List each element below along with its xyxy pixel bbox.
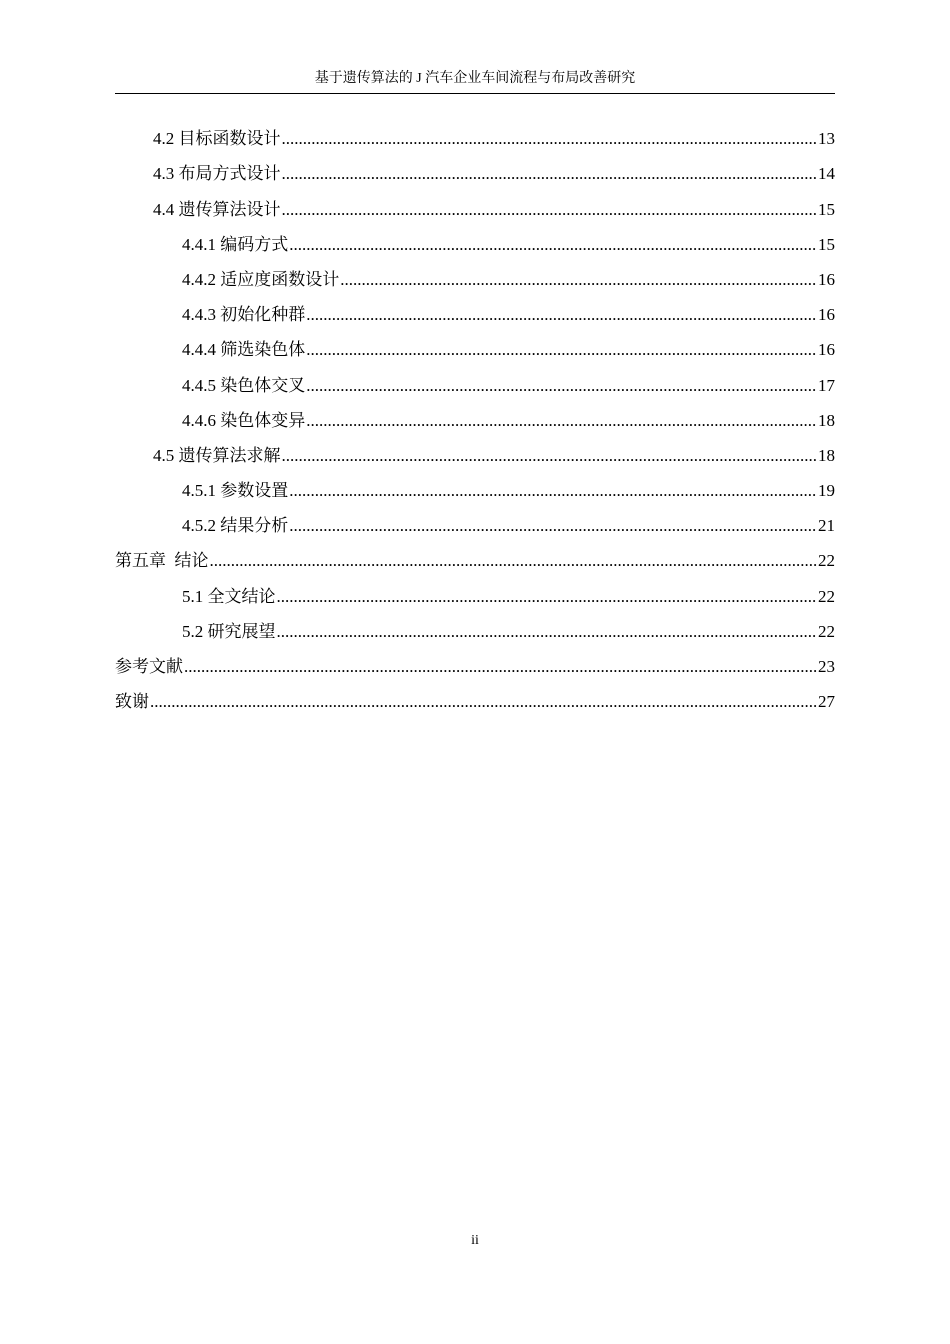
toc-dot-leader [282, 200, 818, 220]
toc-entry-title: 4.5.2 结果分析 [182, 516, 289, 536]
toc-entry-page: 13 [818, 129, 835, 149]
toc-entry[interactable] [115, 226, 835, 261]
toc-dot-leader [282, 129, 818, 149]
toc-entry-page: 16 [818, 305, 835, 325]
toc-entry-page: 19 [818, 481, 835, 501]
toc-entry[interactable] [115, 261, 835, 296]
toc-entry-title: 第五章 结论 [115, 551, 209, 571]
toc-entry[interactable] [115, 577, 835, 612]
toc-entry[interactable] [115, 120, 835, 155]
toc-entry-title: 4.4.1 编码方式 [182, 234, 289, 254]
page-header: 基于遗传算法的 J 汽车企业车间流程与布局改善研究 [314, 71, 636, 86]
toc-dot-leader [306, 340, 817, 360]
toc-entry[interactable] [115, 296, 835, 331]
toc-entry-page: 22 [818, 621, 835, 641]
table-of-contents [115, 120, 835, 718]
toc-entry-page: 23 [818, 657, 835, 676]
toc-entry[interactable] [115, 190, 835, 225]
toc-entry[interactable] [115, 366, 835, 401]
toc-entry-title: 4.5 遗传算法求解 [153, 445, 281, 465]
toc-entry-page: 22 [818, 551, 835, 571]
toc-entry-page: 16 [818, 340, 835, 360]
toc-entry-page: 18 [818, 410, 835, 430]
toc-entry-title: 4.4.5 染色体交叉 [182, 375, 306, 395]
toc-entry-title: 4.4.2 适应度函数设计 [182, 269, 340, 289]
toc-dot-leader [306, 305, 817, 325]
toc-entry-title: 参考文献 [115, 657, 183, 676]
toc-entry[interactable] [115, 507, 835, 542]
header-divider [115, 93, 835, 94]
toc-entry-title: 4.5.1 参数设置 [182, 481, 289, 501]
toc-entry[interactable] [115, 331, 835, 366]
toc-entry-title: 4.4.6 染色体变异 [182, 410, 306, 430]
toc-entry-page: 14 [818, 164, 835, 184]
toc-entry[interactable] [115, 683, 835, 718]
toc-dot-leader [289, 481, 817, 501]
toc-dot-leader [277, 587, 818, 607]
toc-entry-title: 5.2 研究展望 [182, 621, 276, 641]
toc-entry[interactable] [115, 542, 835, 577]
page-number: ii [471, 1233, 479, 1248]
toc-dot-leader [289, 235, 817, 255]
toc-entry-title: 4.4.4 筛选染色体 [182, 340, 306, 360]
toc-entry[interactable] [115, 648, 835, 683]
toc-entry-title: 4.4.3 初始化种群 [182, 305, 306, 325]
toc-entry-title: 5.1 全文结论 [182, 586, 276, 606]
toc-entry-page: 17 [818, 375, 835, 395]
toc-dot-leader [289, 516, 817, 536]
toc-entry-page: 18 [818, 445, 835, 465]
toc-dot-leader [150, 692, 817, 712]
toc-entry-title: 4.4 遗传算法设计 [153, 199, 281, 219]
toc-entry[interactable] [115, 155, 835, 190]
toc-entry[interactable] [115, 472, 835, 507]
toc-entry[interactable] [115, 613, 835, 648]
toc-entry-page: 16 [818, 269, 835, 289]
toc-dot-leader [306, 411, 817, 431]
toc-dot-leader [184, 657, 817, 677]
toc-dot-leader [277, 622, 818, 642]
toc-entry-page: 15 [818, 234, 835, 254]
toc-dot-leader [306, 376, 817, 396]
toc-dot-leader [282, 446, 818, 466]
toc-dot-leader [282, 164, 818, 184]
toc-entry-page: 21 [818, 516, 835, 536]
toc-entry-page: 22 [818, 586, 835, 606]
toc-entry-page: 15 [818, 199, 835, 219]
toc-entry-page: 27 [818, 692, 835, 712]
toc-entry-title: 4.2 目标函数设计 [153, 129, 281, 149]
toc-entry[interactable] [115, 402, 835, 437]
toc-entry-title: 致谢 [115, 692, 149, 712]
toc-entry[interactable] [115, 437, 835, 472]
toc-dot-leader [340, 270, 817, 290]
toc-dot-leader [210, 551, 818, 571]
toc-entry-title: 4.3 布局方式设计 [153, 164, 281, 184]
